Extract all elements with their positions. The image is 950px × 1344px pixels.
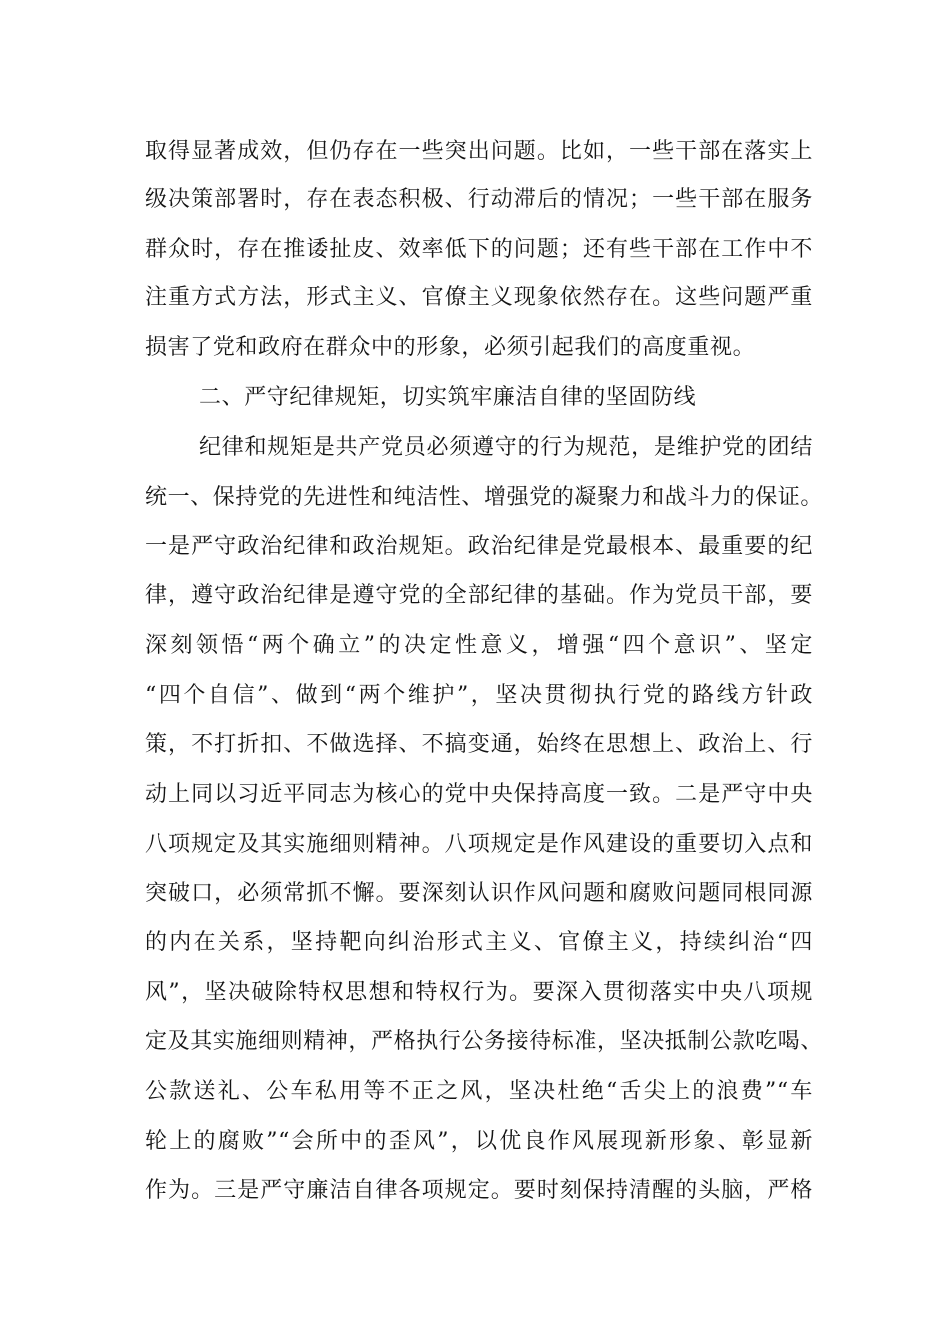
text-line-13: 策，不打折扣、不做选择、不搞变通，始终在思想上、政治上、行 bbox=[145, 732, 813, 757]
text-line-10: 律，遵守政治纪律是遵守党的全部纪律的基础。作为党员干部，要 bbox=[145, 583, 813, 608]
text-line-22: 作为。三是严守廉洁自律各项规定。要时刻保持清醒的头脑，严格 bbox=[145, 1178, 813, 1203]
section-heading: 二、严守纪律规矩，切实筑牢廉洁自律的坚固防线 bbox=[199, 385, 697, 410]
text-line-15: 八项规定及其实施细则精神。八项规定是作风建设的重要切入点和 bbox=[145, 832, 813, 857]
text-line-17: 的内在关系，坚持靶向纠治形式主义、官僚主义，持续纠治“四 bbox=[145, 930, 813, 955]
text-line-12: “四个自信”、做到“两个维护”，坚决贯彻执行党的路线方针政 bbox=[145, 683, 813, 708]
text-line-9: 一是严守政治纪律和政治规矩。政治纪律是党最根本、最重要的纪 bbox=[145, 534, 813, 559]
text-line-11: 深刻领悟“两个确立”的决定性意义，增强“四个意识”、坚定 bbox=[145, 633, 813, 658]
text-line-3: 群众时，存在推诿扯皮、效率低下的问题；还有些干部在工作中不 bbox=[145, 237, 813, 262]
text-line-8: 统一、保持党的先进性和纯洁性、增强党的凝聚力和战斗力的保证。 bbox=[145, 485, 824, 510]
text-line-4: 注重方式方法，形式主义、官僚主义现象依然存在。这些问题严重 bbox=[145, 285, 813, 310]
text-line-7: 纪律和规矩是共产党员必须遵守的行为规范，是维护党的团结 bbox=[199, 435, 813, 460]
text-line-5: 损害了党和政府在群众中的形象，必须引起我们的高度重视。 bbox=[145, 335, 756, 360]
text-line-20: 公款送礼、公车私用等不正之风，坚决杜绝“舌尖上的浪费”“车 bbox=[145, 1079, 813, 1104]
text-line-2: 级决策部署时，存在表态积极、行动滞后的情况；一些干部在服务 bbox=[145, 187, 813, 212]
text-line-14: 动上同以习近平同志为核心的党中央保持高度一致。二是严守中央 bbox=[145, 782, 813, 807]
text-line-16: 突破口，必须常抓不懈。要深刻认识作风问题和腐败问题同根同源 bbox=[145, 881, 813, 906]
text-line-1: 取得显著成效，但仍存在一些突出问题。比如，一些干部在落实上 bbox=[145, 139, 813, 164]
text-line-19: 定及其实施细则精神，严格执行公务接待标准，坚决抵制公款吃喝、 bbox=[145, 1029, 824, 1054]
text-line-21: 轮上的腐败”“会所中的歪风”，以优良作风展现新形象、彰显新 bbox=[145, 1129, 813, 1154]
text-line-18: 风”，坚决破除特权思想和特权行为。要深入贯彻落实中央八项规 bbox=[145, 980, 813, 1005]
